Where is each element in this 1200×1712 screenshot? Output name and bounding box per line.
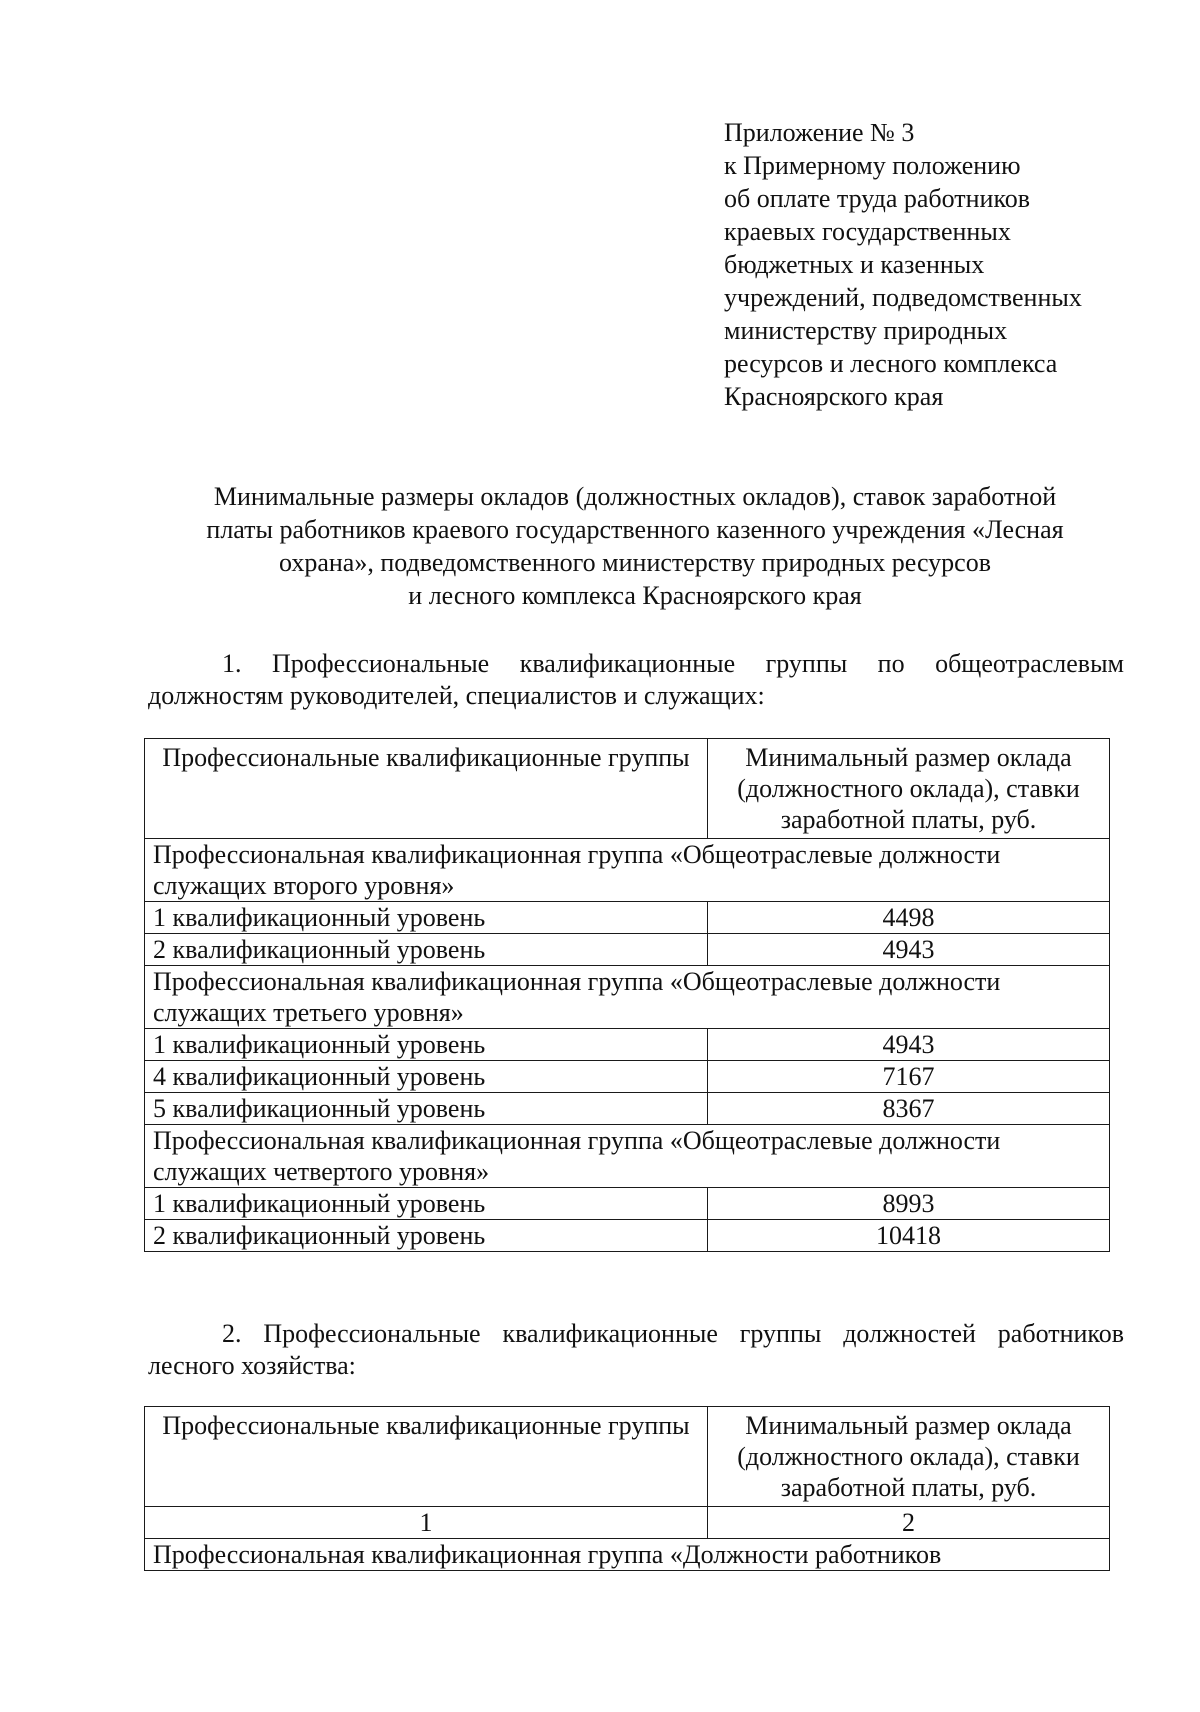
title-line: платы работников краевого государственного казенного учреждения «Лесная (206, 515, 1064, 544)
appendix-line: Красноярского края (724, 382, 944, 411)
level-cell: 2 квалификационный уровень (145, 1220, 708, 1252)
salary-value-cell: 8993 (708, 1188, 1110, 1220)
appendix-line: учреждений, подведомственных (724, 283, 1082, 312)
group-title-cell: Профессиональная квалификационная группа «Общеотраслевые должности служащих второго уровня» (145, 839, 1110, 902)
appendix-line: ресурсов и лесного комплекса (724, 349, 1058, 378)
group-title-cell: Профессиональная квалификационная группа «Общеотраслевые должности служащих третьего уровня» (145, 966, 1110, 1029)
section-2-heading (148, 1318, 1124, 1382)
salary-table-forestry (144, 1406, 1110, 1571)
table-row (145, 902, 1110, 934)
appendix-reference (724, 116, 1164, 413)
table-header-row (145, 1407, 1110, 1507)
group-title-cell: Профессиональная квалификационная группа «Должности работников (145, 1539, 1110, 1571)
numbering-row (145, 1507, 1110, 1539)
salary-value-cell: 4943 (708, 934, 1110, 966)
group-row (145, 839, 1110, 902)
salary-table-general (144, 738, 1110, 1252)
table-header-row (145, 739, 1110, 839)
level-cell: 1 квалификационный уровень (145, 902, 708, 934)
appendix-line: об оплате труда работников (724, 184, 1031, 213)
level-cell: 5 квалификационный уровень (145, 1093, 708, 1125)
salary-value-cell: 4943 (708, 1029, 1110, 1061)
column-number-cell: 2 (708, 1507, 1110, 1539)
table-row (145, 1093, 1110, 1125)
title-line: и лесного комплекса Красноярского края (408, 581, 862, 610)
section-1-line: 1. Профессиональные квалификационные группы по общеотраслевым (222, 649, 1124, 678)
title-line: охрана», подведомственного министерству природных ресурсов (279, 548, 991, 577)
header-groups-cell: Профессиональные квалификационные группы (145, 739, 708, 839)
column-number-cell: 1 (145, 1507, 708, 1539)
appendix-line: к Примерному положению (724, 151, 1021, 180)
table-row (145, 1220, 1110, 1252)
salary-value-cell: 8367 (708, 1093, 1110, 1125)
section-1-line: должностям руководителей, специалистов и служащих: (148, 681, 765, 710)
appendix-line: бюджетных и казенных (724, 250, 985, 279)
level-cell: 2 квалификационный уровень (145, 934, 708, 966)
level-cell: 1 квалификационный уровень (145, 1188, 708, 1220)
header-salary-cell: Минимальный размер оклада (должностного оклада), ставки заработной платы, руб. (708, 1407, 1110, 1507)
header-salary-cell: Минимальный размер оклада (должностного оклада), ставки заработной платы, руб. (708, 739, 1110, 839)
group-row (145, 966, 1110, 1029)
header-groups-cell: Профессиональные квалификационные группы (145, 1407, 708, 1507)
salary-value-cell: 7167 (708, 1061, 1110, 1093)
appendix-line: Приложение № 3 (724, 118, 915, 147)
title-line: Минимальные размеры окладов (должностных окладов), ставок заработной (213, 482, 1057, 511)
table-row (145, 1188, 1110, 1220)
group-title-cell: Профессиональная квалификационная группа «Общеотраслевые должности служащих четвертого уровня» (145, 1125, 1110, 1188)
appendix-line: краевых государственных (724, 217, 1011, 246)
table-row (145, 934, 1110, 966)
group-row (145, 1125, 1110, 1188)
group-row (145, 1539, 1110, 1571)
appendix-line: министерству природных (724, 316, 1008, 345)
level-cell: 4 квалификационный уровень (145, 1061, 708, 1093)
level-cell: 1 квалификационный уровень (145, 1029, 708, 1061)
section-1-heading (148, 648, 1124, 712)
document-title (140, 480, 1130, 612)
section-2-line: 2. Профессиональные квалификационные группы должностей работников (222, 1319, 1124, 1348)
salary-value-cell: 4498 (708, 902, 1110, 934)
section-2-line: лесного хозяйства: (148, 1351, 356, 1380)
salary-value-cell: 10418 (708, 1220, 1110, 1252)
table-row (145, 1029, 1110, 1061)
table-row (145, 1061, 1110, 1093)
